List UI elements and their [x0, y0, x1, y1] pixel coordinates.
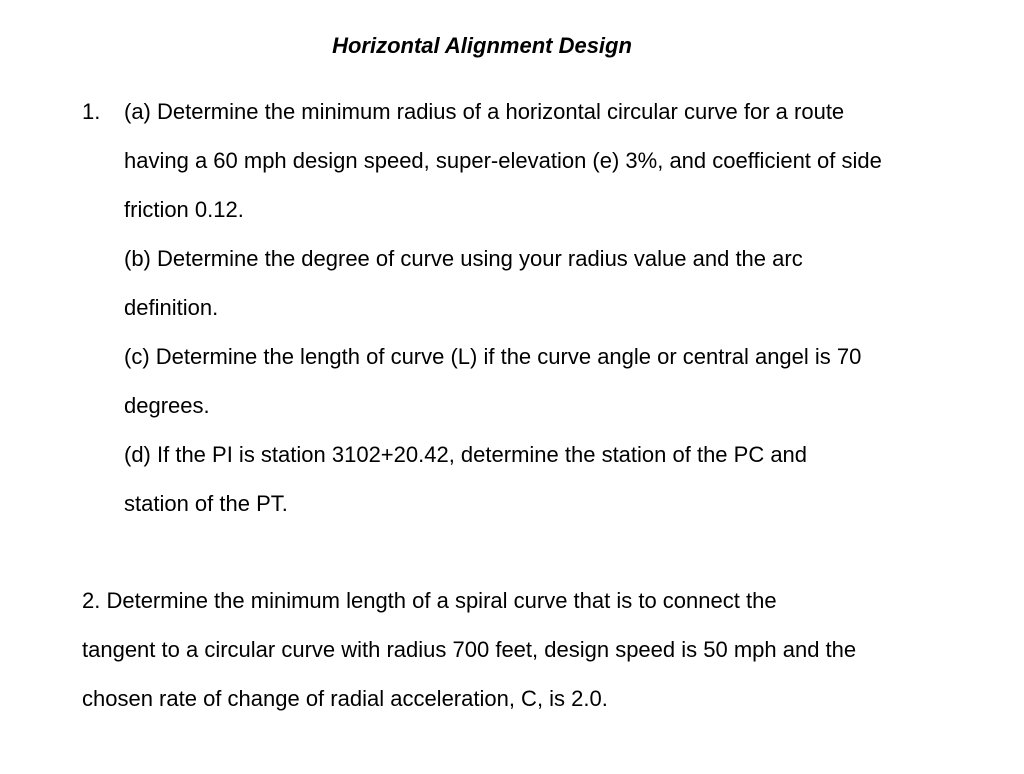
question-1-part-a-text-1: (a) Determine the minimum radius of a horizontal circular curve for a route	[124, 99, 845, 124]
question-1-part-a-line-1	[82, 97, 844, 127]
question-1-part-a-line-2: having a 60 mph design speed, super-elevation (e) 3%, and coefficient of side	[124, 148, 882, 173]
question-1-part-b-line-1: (b) Determine the degree of curve using your radius value and the arc	[124, 246, 803, 271]
question-1-part-a-line-3: friction 0.12.	[124, 197, 244, 222]
question-1-part-d-line-2: station of the PT.	[124, 491, 288, 516]
question-2-line-1: 2. Determine the minimum length of a spiral curve that is to connect the	[82, 588, 777, 613]
question-1-part-c-line-2: degrees.	[124, 393, 210, 418]
question-1-part-c-line-1: (c) Determine the length of curve (L) if the curve angle or central angel is 70	[124, 344, 862, 369]
question-2-line-3: chosen rate of change of radial acceleration, C, is 2.0.	[82, 686, 608, 711]
question-1-part-b-line-2: definition.	[124, 295, 219, 320]
document-title: Horizontal Alignment Design	[332, 33, 632, 58]
question-2-line-2: tangent to a circular curve with radius 700 feet, design speed is 50 mph and the	[82, 637, 857, 662]
question-1-part-d-line-1: (d) If the PI is station 3102+20.42, determine the station of the PC and	[124, 442, 808, 467]
question-1-number: 1.	[82, 99, 101, 124]
